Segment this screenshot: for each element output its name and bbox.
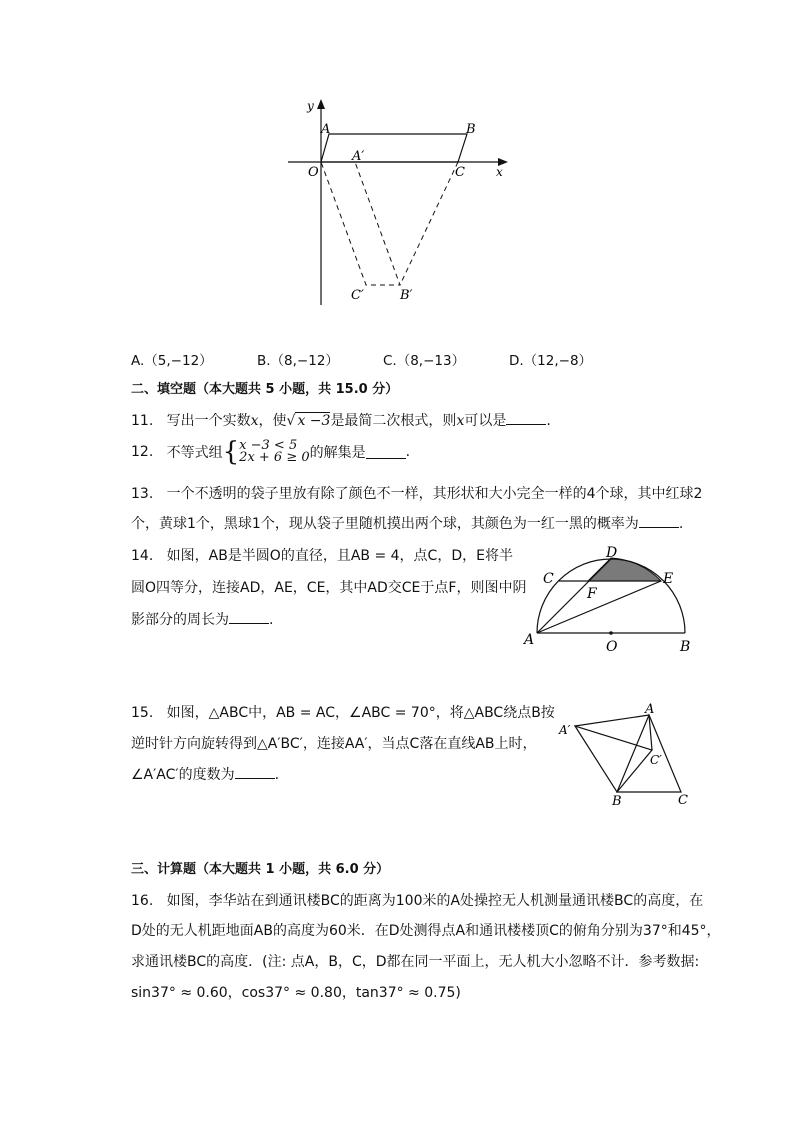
question-16-line-1 xyxy=(131,890,703,910)
label-C-prime: C′ xyxy=(351,288,364,303)
q11-text-4: 可以是 xyxy=(464,413,507,429)
question-16-line-3 xyxy=(131,951,699,971)
q11-text-1: 写出一个实数 xyxy=(166,413,251,429)
q14-text-3: 影部分的周长为 xyxy=(131,612,229,628)
question-12 xyxy=(131,437,411,467)
figure-semicircle xyxy=(520,543,700,658)
q12-text-2: 的解集是 xyxy=(309,445,366,461)
q12-text-1: 不等式组 xyxy=(166,445,223,461)
segment-AE xyxy=(537,581,661,633)
y-axis-arrow xyxy=(317,99,325,109)
label-A-prime: A′ xyxy=(559,723,571,737)
label-O: O xyxy=(606,639,618,655)
label-O: O xyxy=(308,165,319,180)
q11-text-2: ，使 xyxy=(258,413,287,429)
q14-answer-blank[interactable] xyxy=(229,611,269,624)
q15-number: 15. xyxy=(131,705,154,721)
option-d[interactable]: D.（12,−8） xyxy=(509,353,593,369)
q14-number: 14. xyxy=(131,548,154,564)
option-c[interactable]: C.（8,−13） xyxy=(383,353,466,369)
q13-number: 13. xyxy=(131,486,154,502)
q15-text-2: 逆时针方向旋转得到△A′BC′，连接AA′，当点C落在直线AB上时， xyxy=(131,736,537,752)
q11-radical: √ x −3 xyxy=(286,413,331,429)
q13-end: . xyxy=(678,516,684,532)
question-15-line-1 xyxy=(131,702,555,722)
q11-radicand: x −3 xyxy=(297,413,331,429)
q12-system xyxy=(239,440,309,464)
q13-text-1: 一个不透明的袋子里放有除了颜色不一样，其形状和大小完全一样的4个球，其中红球2 xyxy=(166,486,703,502)
center-point xyxy=(609,631,613,635)
label-y: y xyxy=(307,99,314,113)
question-14-line-1 xyxy=(131,545,513,565)
q12-number: 12. xyxy=(131,444,154,460)
q11-text-3: 是最简二次根式，则 xyxy=(330,413,457,429)
q12-brace: { xyxy=(222,437,240,467)
label-x: x xyxy=(496,165,503,179)
label-A: A xyxy=(321,122,331,137)
q12-row-2: 2x + 6 ≥ 0 xyxy=(239,450,310,465)
label-B-prime: B′ xyxy=(400,288,413,303)
label-C: C xyxy=(455,165,465,180)
question-16-line-4 xyxy=(131,982,461,1002)
question-14-line-3 xyxy=(131,609,273,629)
option-b[interactable]: B.（8,−12） xyxy=(257,353,339,369)
q12-row-1: x −3 < 5 xyxy=(239,438,298,453)
label-C: C xyxy=(678,793,688,808)
figure-coordinate-translation xyxy=(280,95,520,310)
question-13-line-1 xyxy=(131,483,702,503)
q11-var-2: x xyxy=(456,413,465,429)
label-F: F xyxy=(587,586,597,602)
q11-var: x xyxy=(250,413,259,429)
q16-text-2: D处的无人机距地面AB的高度为60米．在D处测得点A和通讯楼楼顶C的俯角分别为37°和45°， xyxy=(131,923,721,939)
q12-end: . xyxy=(405,444,411,460)
question-15-line-3 xyxy=(131,764,279,784)
question-15-line-2 xyxy=(131,733,537,753)
q14-text-2: 圆O四等分，连接AD，AE，CE，其中AD交CE于点F，则图中阴 xyxy=(131,580,527,596)
q15-answer-blank[interactable] xyxy=(235,766,275,779)
question-16-line-2 xyxy=(131,920,721,940)
label-A-prime: A′ xyxy=(352,149,365,164)
q16-number: 16. xyxy=(131,893,154,909)
q15-end: . xyxy=(274,767,280,783)
q14-end: . xyxy=(269,612,274,628)
q11-end: . xyxy=(546,413,551,429)
section-calc-heading: 三、计算题（本大题共 1 小题，共 6.0 分） xyxy=(131,862,390,877)
question-13-line-2 xyxy=(131,513,683,533)
dashed-C-Bp xyxy=(400,162,458,285)
label-D: D xyxy=(606,545,618,561)
label-B: B xyxy=(680,639,691,655)
q13-text-2: 个，黄球1个，黑球1个，现从袋子里随机摸出两个球，其颜色为一红一黑的概率为 xyxy=(131,516,639,532)
label-B: B xyxy=(612,794,622,809)
q14-text-1: 如图，AB是半圆O的直径，且AB = 4，点C，D，E将半 xyxy=(166,548,513,564)
q16-text-4: sin37° ≈ 0.60，cos37° ≈ 0.80，tan37° ≈ 0.75) xyxy=(131,985,461,1001)
q15-text-1: 如图，△ABC中，AB = AC，∠ABC = 70°，将△ABC绕点B按 xyxy=(166,705,555,721)
label-C: C xyxy=(543,571,554,587)
question-11 xyxy=(131,410,551,430)
section-fill-in-heading: 二、填空题（本大题共 5 小题，共 15.0 分） xyxy=(131,382,399,397)
option-a[interactable]: A.（5,−12） xyxy=(131,353,213,369)
q13-answer-blank[interactable] xyxy=(639,515,679,528)
label-A: A xyxy=(524,632,535,648)
q16-text-3: 求通讯楼BC的高度．(注: 点A，B，C，D都在同一平面上，无人机大小忽略不计．参考数据: xyxy=(131,954,700,970)
label-A: A xyxy=(645,702,655,717)
q11-answer-blank[interactable] xyxy=(506,412,546,425)
label-E: E xyxy=(663,571,674,587)
parallelogram-OABC xyxy=(321,134,467,162)
q11-number: 11. xyxy=(131,413,154,429)
label-B: B xyxy=(466,122,476,137)
q15-text-3: ∠A′AC′的度数为 xyxy=(131,767,235,783)
figure-rotated-triangle xyxy=(555,700,705,810)
segment-AAp xyxy=(575,715,649,726)
label-C-prime: C′ xyxy=(650,753,662,767)
q12-answer-blank[interactable] xyxy=(366,446,406,459)
parallelogram-image xyxy=(321,162,400,285)
question-14-line-2 xyxy=(131,577,526,597)
q16-text-1: 如图，李华站在到通讯楼BC的距离为100米的A处操控无人机测量通讯楼BC的高度，在 xyxy=(166,893,704,909)
